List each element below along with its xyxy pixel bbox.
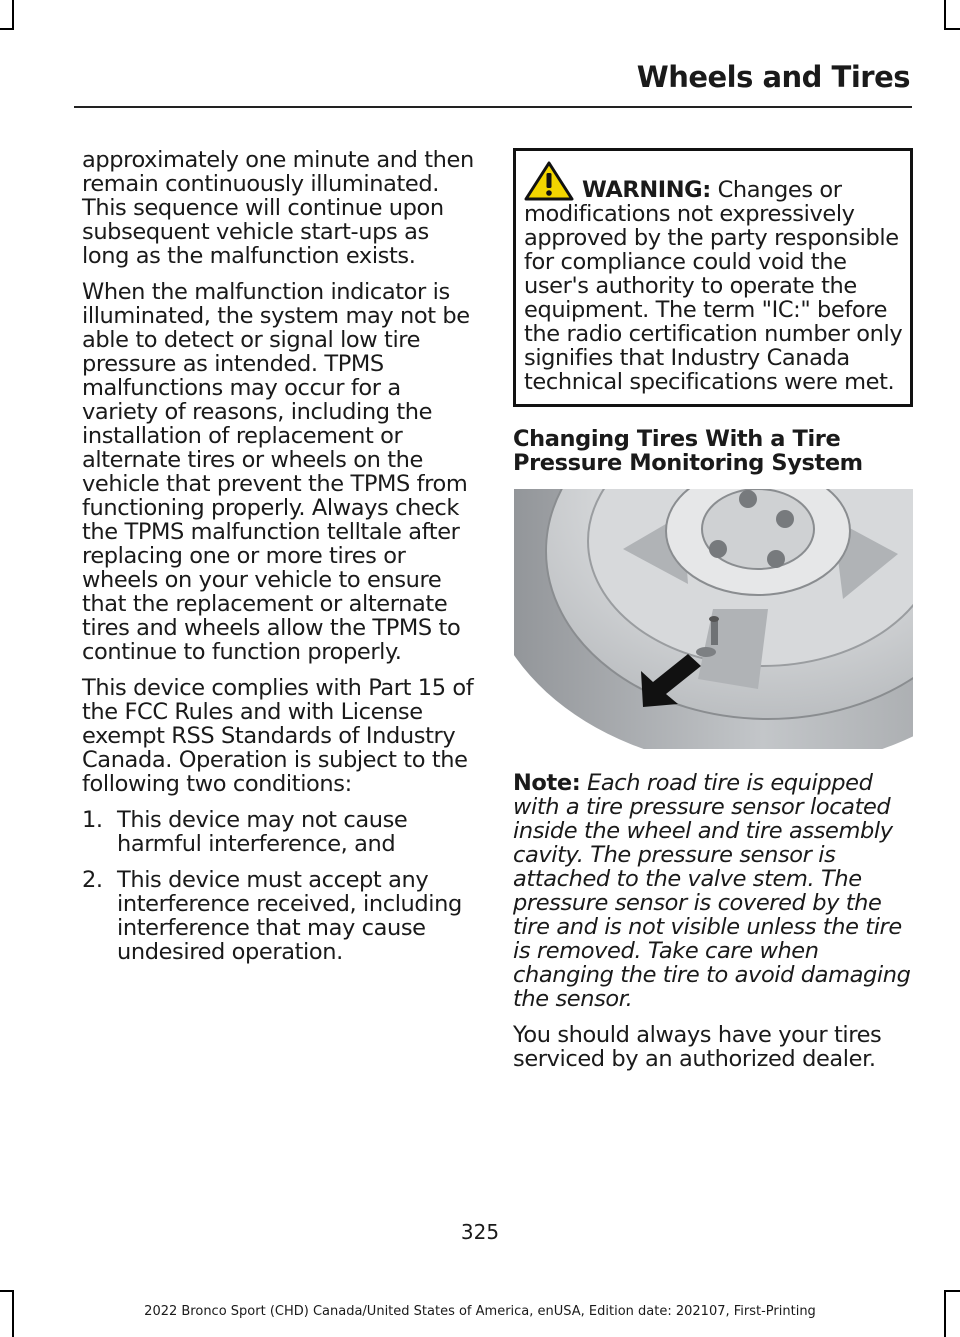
- crop-mark: [944, 0, 946, 30]
- crop-mark: [0, 28, 14, 30]
- list-number: 1.: [82, 807, 103, 833]
- crop-mark: [0, 1290, 14, 1292]
- paragraph: You should always have your tires serviced by an authorized dealer.: [513, 1022, 882, 1072]
- paragraph: When the malfunction indicator is illuminated, the system may not be able to detect or signal low tire pressure as intended. TPMS malfunctions may occur for a variety of reasons, including the installation of replacement or alternate tires or wheels on the vehicle that prevent the TPMS from functioning properly. Always check the TPMS malfunction telltale after replacing one or more tires or wheels on your vehicle to ensure that the replacement or alternate tires and wheels allow the TPMS to continue to function properly.: [82, 279, 470, 665]
- paragraph: This device complies with Part 15 of the FCC Rules and with License exempt RSS Standards of Industry Canada. Operation is subject to the following two conditions:: [82, 675, 474, 797]
- tire-valve-figure: [513, 489, 913, 749]
- paragraph: approximately one minute and then remain continuously illuminated. This sequence will continue upon subsequent vehicle start-ups as long as the malfunction exists.: [82, 147, 474, 269]
- list-number: 2.: [82, 867, 103, 893]
- right-column: [513, 148, 913, 1083]
- list-text: This device must accept any interference received, including interference that may cause undesired operation.: [117, 867, 462, 965]
- note-label: Note:: [513, 770, 581, 796]
- left-column: [82, 148, 477, 976]
- crop-mark: [944, 1290, 960, 1292]
- warning-triangle-icon: [524, 161, 574, 201]
- warning-text: [524, 161, 904, 394]
- warning-label: WARNING:: [582, 177, 711, 203]
- list-item: [82, 808, 477, 856]
- note-body: Each road tire is equipped with a tire pressure sensor located inside the wheel and tire assembly cavity. The pressure sensor is attached to the valve stem. The pressure sensor is covered by the tire and is not visible unless the tire is removed. Take care when changing the tire to avoid damaging the sensor.: [513, 770, 911, 1012]
- note-paragraph: [513, 771, 913, 1011]
- list-text: This device may not cause harmful interference, and: [117, 807, 408, 857]
- page-number: 325: [460, 1220, 500, 1244]
- crop-mark: [12, 0, 14, 30]
- warning-box: [513, 148, 913, 407]
- list-item: [82, 868, 477, 964]
- conditions-list: [82, 808, 477, 964]
- page-title: Wheels and Tires: [636, 60, 910, 94]
- warning-body: Changes or modifications not expressively approved by the party responsible for compliance could void the user's authority to operate the equipment. The term "IC:" before the radio certification number only signifies that Industry Canada technical specifications were met.: [524, 177, 903, 395]
- header-rule: [74, 106, 912, 108]
- crop-mark: [944, 28, 960, 30]
- section-heading: Changing Tires With a Tire Pressure Monitoring System: [513, 426, 863, 476]
- page-footer: 2022 Bronco Sport (CHD) Canada/United States of America, enUSA, Edition date: 202107, First-Printing: [144, 1304, 816, 1319]
